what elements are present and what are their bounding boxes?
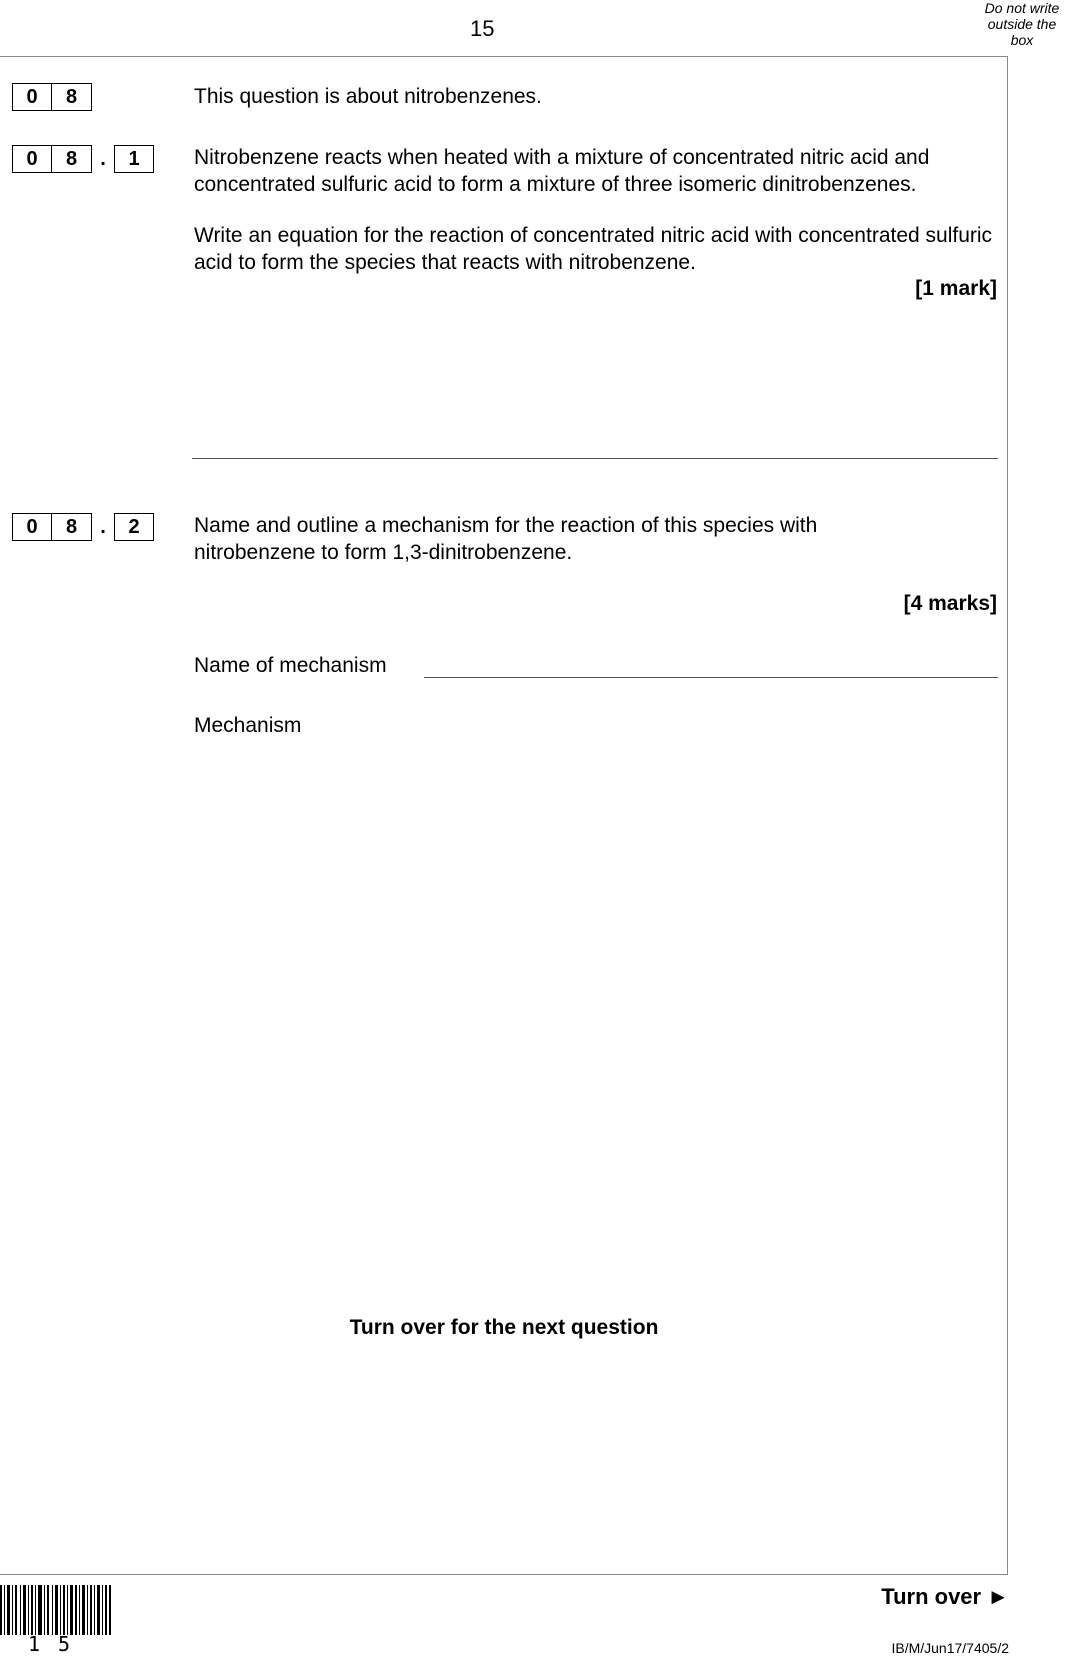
question-intro: This question is about nitrobenzenes. <box>194 85 542 108</box>
question-digit: 0 <box>12 83 52 111</box>
margin-note-line: box <box>1010 32 1034 48</box>
margin-note-line: outside the <box>987 16 1057 32</box>
question-dot: . <box>100 515 106 538</box>
question-8-1-text-2: Write an equation for the reaction of concentrated nitric acid with concentrated sulfuric acid to form the species that reacts with nitrobenzene. <box>194 224 993 274</box>
mechanism-name-label: Name of mechanism <box>194 654 387 677</box>
barcode-digits: 15 <box>28 1632 89 1656</box>
mechanism-name-answer-line[interactable] <box>424 677 998 678</box>
question-digit: 8 <box>52 83 92 111</box>
question-8-1-text-1: Nitrobenzene reacts when heated with a mixture of concentrated nitric acid and concentrated sulfuric acid to form a mixture of three isomeric dinitrobenzenes. <box>194 146 930 196</box>
question-digit: 8 <box>52 513 92 541</box>
question-dot: . <box>100 147 106 170</box>
question-number-box-08 <box>12 83 92 111</box>
margin-note <box>975 0 1069 48</box>
question-digit: 8 <box>52 145 92 173</box>
question-8-2-text: Name and outline a mechanism for the reaction of this species with nitrobenzene to form 1,3-dinitrobenzene. <box>194 514 818 564</box>
mechanism-label: Mechanism <box>194 714 302 737</box>
turn-over-next-question: Turn over for the next question <box>349 1316 659 1339</box>
paper-reference: IB/M/Jun17/7405/2 <box>891 1640 1009 1656</box>
question-digit: 0 <box>12 145 52 173</box>
barcode <box>0 1585 112 1635</box>
question-number-box-08-1 <box>12 145 154 173</box>
question-part-digit: 2 <box>114 513 154 541</box>
marks-label: [1 mark] <box>915 277 997 300</box>
question-part-digit: 1 <box>114 145 154 173</box>
answer-line[interactable] <box>192 458 998 459</box>
question-number-box-08-2 <box>12 513 154 541</box>
question-digit: 0 <box>12 513 52 541</box>
page-number: 15 <box>470 16 495 41</box>
turn-over-label: Turn over ► <box>881 1584 1009 1609</box>
marks-label: [4 marks] <box>903 592 997 615</box>
margin-note-line: Do not write <box>984 0 1060 16</box>
